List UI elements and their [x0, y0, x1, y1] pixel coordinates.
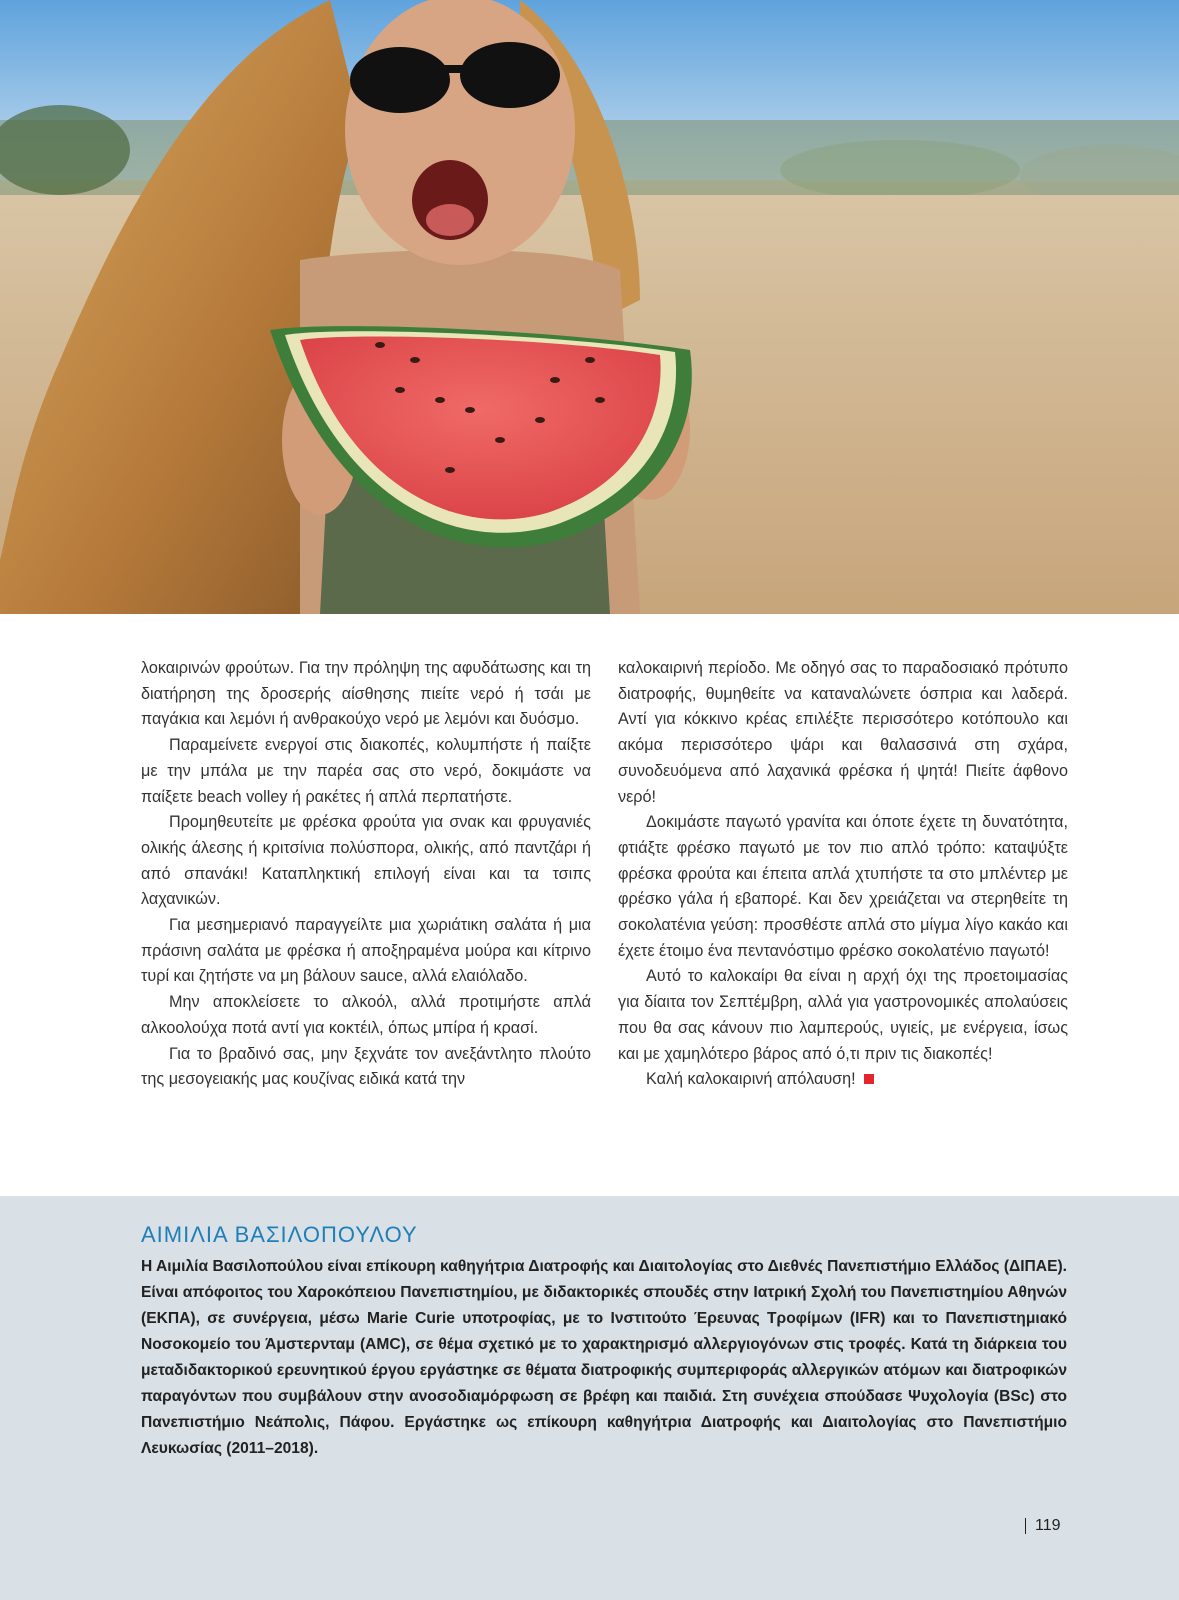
article-column-left [141, 656, 591, 1093]
closing-paragraph [618, 1067, 1068, 1093]
beach-watermelon-illustration [0, 0, 1179, 614]
paragraph: λοκαιρινών φρούτων. Για την πρόληψη της αφυδάτωσης και τη διατήρηση της δροσερής αίσθησης πιείτε νερό ή τσάι με παγάκια και λεμόνι ή ανθρακούχο νερό με λεμόνι και δυόσμο. [141, 659, 591, 729]
hero-photo [0, 0, 1179, 614]
paragraph: καλοκαιρινή περίοδο. Με οδηγό σας το παραδοσιακό πρότυπο διατροφής, θυμηθείτε να καταναλώνετε όσπρια και λαδερά. Αντί για κόκκινο κρέας επιλέξτε περισσότερο κοτόπουλο και ακόμα περισσότερο ψάρι και θαλασσινά στη σχάρα, συνοδευόμενα από λαχανικά φρέσκα ή ψητά! Πιείτε άφθονο νερό! [618, 659, 1068, 806]
author-bio-text: Η Αιμιλία Βασιλοπούλου είναι επίκουρη καθηγήτρια Διατροφής και Διαιτολογίας στο Διεθνές Πανεπιστήμιο Ελλάδος (ΔΙΠΑΕ). Είναι απόφοιτος του Χαροκόπειου Πανεπιστημίου, με διδακτορικές σπουδές στην Ιατρική Σχολή του Πανεπιστημίου Αθηνών (ΕΚΠΑ), σε συνέργεια, μέσω Marie Curie υποτροφίας, με το Ινστιτούτο Έρευνας Τροφίμων (IFR) και το Πανεπιστημιακό Νοσοκομείο του Άμστερνταμ (AMC), σε θέμα σχετικό με το χαρακτηρισμό αλλεργιογόνων στις τροφές. Κατά τη διάρκεια του μεταδιδακτορικού ερευνητικού έργου εργάστηκε σε θέματα διατροφικής συμπεριφοράς αλλεργικών ατόμων και διατροφικών παραγόντων που συμβάλουν στην ανοσοδιαμόρφωση σε βρέφη και παιδιά. Στη συνέχεια σπούδασε Ψυχολογία (BSc) στο Πανεπιστήμιο Νεάπολις, Πάφου. Εργάστηκε ως επίκουρη καθηγήτρια Διατροφής και Διαιτολογίας στο Πανεπιστήμιο Λευκωσίας (2011–2018). [141, 1258, 1067, 1457]
paragraph: Για μεσημεριανό παραγγείλτε μια χωριάτικη σαλάτα ή μια πράσινη σαλάτα με φρέσκα ή αποξηραμένα μούρα και κίτρινο τυρί και ζητήστε να μη βάλουν sauce, αλλά ελαιόλαδο. [141, 916, 591, 986]
paragraph: Προμηθευτείτε με φρέσκα φρούτα για σνακ και φρυγανιές ολικής άλεσης ή κριτσίνια πολύσπορα, ολικής, από παντζάρι ή από σπανάκι! Καταπληκτική επιλογή είναι και τα τσιπς λαχανικών. [141, 813, 591, 909]
author-name: ΑΙΜΙΛΙΑ ΒΑΣΙΛΟΠΟΥΛΟΥ [141, 1222, 418, 1247]
paragraph: Δοκιμάστε παγωτό γρανίτα και όποτε έχετε τη δυνατότητα, φτιάξτε φρέσκο παγωτό με τον πιο απλό τρόπο: καταψύξτε φρέσκα φρούτα και έπειτα απλά χτυπήστε τα στο μπλέντερ με φρέσκο γάλα ή εβαπορέ. Και δεν χρειάζεται να στερηθείτε τη σοκολατένια γεύση: προσθέστε απλά στο μίγμα λίγο κακάο και έχετε έτοιμο ένα πεντανόστιμο φρέσκο σοκολατένιο παγωτό! [618, 813, 1068, 960]
closing-line: Καλή καλοκαιρινή απόλαυση! [646, 1070, 856, 1089]
paragraph: Για το βραδινό σας, μην ξεχνάτε τον ανεξάντλητο πλούτο της μεσογειακής μας κουζίνας ειδικά κατά την [141, 1044, 591, 1089]
paragraph: Παραμείνετε ενεργοί στις διακοπές, κολυμπήστε ή παίξτε με την μπάλα με την παρέα σας στο νερό, δοκιμάστε να παίξετε beach volley ή ρακέτες ή απλά περπατήστε. [141, 736, 591, 806]
paragraph: Αυτό το καλοκαίρι θα είναι η αρχή όχι της προετοιμασίας για δίαιτα τον Σεπτέμβρη, αλλά για γαστρονομικές απολαύσεις που θα σας κάνουν πιο λαμπερούς, υγιείς, με ενέργεια, ίσως και με χαμηλότερο βάρος από ό,τι πριν τις διακοπές! [618, 967, 1068, 1063]
author-bio-box [0, 1196, 1179, 1600]
article-column-right [618, 656, 1068, 1093]
page-number: 119 [1025, 1518, 1061, 1534]
end-of-article-mark [864, 1074, 874, 1084]
paragraph: Μην αποκλείσετε το αλκοόλ, αλλά προτιμήστε απλά αλκοολούχα ποτά αντί για κοκτέιλ, όπως μπίρα ή κρασί. [141, 993, 591, 1037]
